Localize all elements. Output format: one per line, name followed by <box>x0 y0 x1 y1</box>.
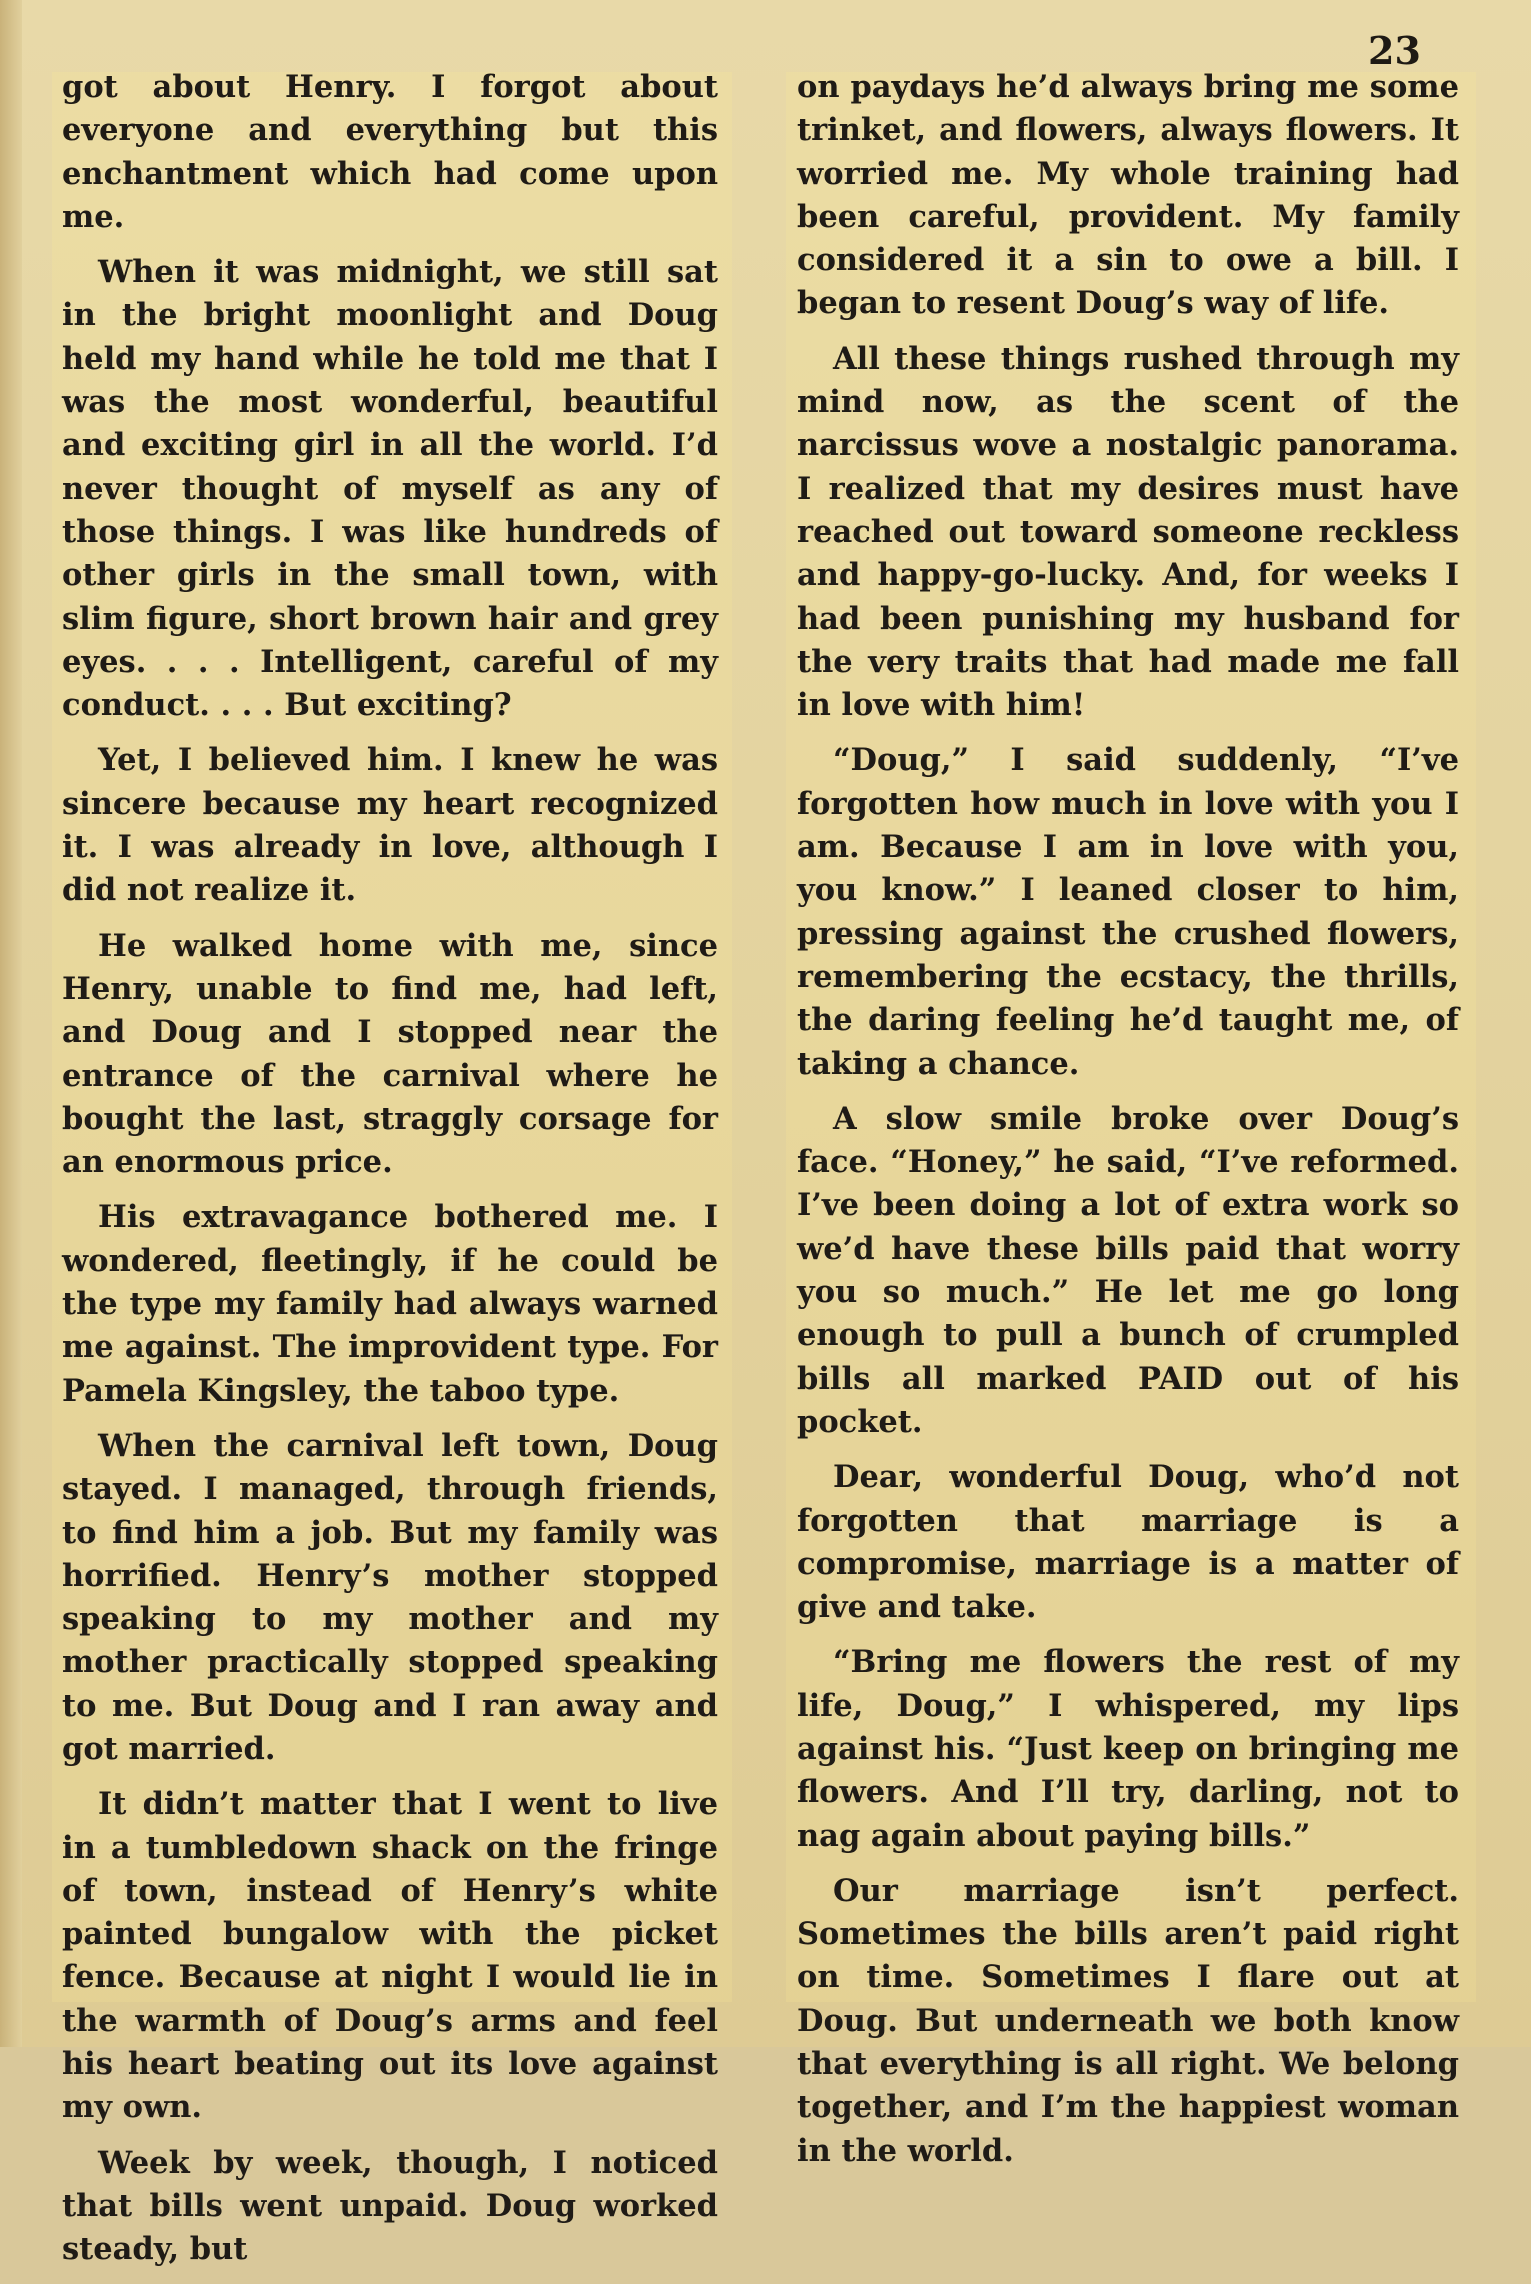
paragraph: “Doug,” I said suddenly, “I’ve forgotten how much in love with you I am. Because I am in love with you, you know.” I leaned closer to him, pressing against the crushed flowers, remembering the ecstacy, the thrills, the daring feeling he’d taught me, of taking a chance. <box>797 742 1459 1082</box>
left-column <box>62 66 718 2284</box>
page-edge <box>0 0 22 2047</box>
paragraph: Yet, I believed him. I knew he was sincere because my heart recognized it. I was already in love, although I did not realize it. <box>62 742 718 909</box>
paragraph: When the carnival left town, Doug stayed. I managed, through friends, to find him a job. But my family was horrified. Henry’s mother stopped speaking to my mother and my mother practically stopped speaking to me. But Doug and I ran away and got married. <box>62 1427 718 1767</box>
right-column <box>797 66 1459 2185</box>
paragraph: Our marriage isn’t perfect. Sometimes the bills aren’t paid right on time. Sometimes I flare out at Doug. But underneath we both know that everything is all right. We belong together, and I’m the happiest woman in the world. <box>797 1872 1459 2169</box>
paragraph: His extravagance bothered me. I wondered, fleetingly, if he could be the type my family had always warned me against. The improvident type. For Pamela Kingsley, the taboo type. <box>62 1199 718 1409</box>
paragraph: All these things rushed through my mind now, as the scent of the narcissus wove a nostalgic panorama. I realized that my desires must have reached out toward someone reckless and happy-go-lucky. And, for weeks I had been punishing my husband for the very traits that had made me fall in love with him! <box>797 340 1459 724</box>
paragraph: got about Henry. I forgot about everyone and everything but this enchantment which had come upon me. <box>62 69 718 235</box>
paragraph: It didn’t matter that I went to live in a tumbledown shack on the fringe of town, instead of Henry’s white painted bungalow with the picket fence. Because at night I would lie in the warmth of Doug’s arms and feel his heart beating out its love against my own. <box>62 1786 718 2126</box>
paragraph: He walked home with me, since Henry, unable to find me, had left, and Doug and I stopped near the entrance of the carnival where he bought the last, straggly corsage for an enormous price. <box>62 927 718 1181</box>
paragraph: “Bring me flowers the rest of my life, Doug,” I whispered, my lips against his. “Just keep on bringing me flowers. And I’ll try, darling, not to nag again about paying bills.” <box>797 1644 1459 1854</box>
paragraph: When it was midnight, we still sat in the bright moonlight and Doug held my hand while he told me that I was the most wonderful, beautiful and exciting girl in all the world. I’d never thought of myself as any of those things. I was like hundreds of other girls in the small town, with slim figure, short brown hair and grey eyes. . . . Intelligent, careful of my conduct. . . . But exciting? <box>62 254 718 724</box>
paragraph: A slow smile broke over Doug’s face. “Honey,” he said, “I’ve reformed. I’ve been doing a lot of extra work so we’d have these bills paid that worry you so much.” He let me go long enough to pull a bunch of crumpled bills all marked PAID out of his pocket. <box>797 1100 1459 1440</box>
paragraph: Week by week, though, I noticed that bills went unpaid. Doug worked steady, but <box>62 2144 718 2268</box>
page-number: 23 <box>1368 28 1421 73</box>
paragraph: on paydays he’d always bring me some trinket, and flowers, always flowers. It worried me. My whole training had been careful, provident. My family considered it a sin to owe a bill. I began to resent Doug’s way of life. <box>797 69 1459 322</box>
paragraph: Dear, wonderful Doug, who’d not forgotten that marriage is a compromise, marriage is a matter of give and take. <box>797 1459 1459 1626</box>
